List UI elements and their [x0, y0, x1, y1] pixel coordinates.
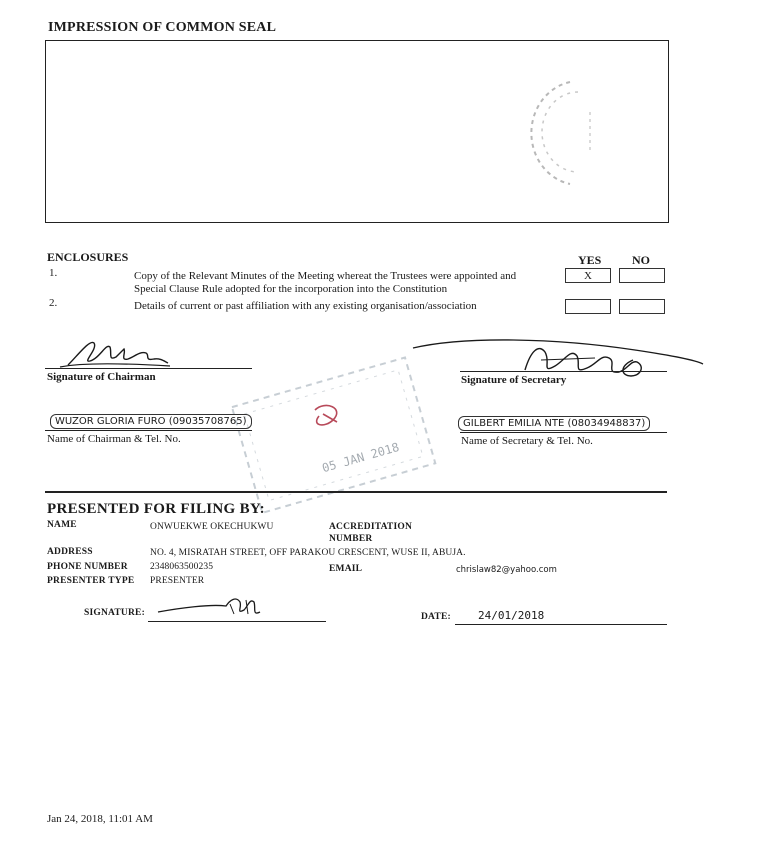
enclosure-1-no-checkbox[interactable]	[619, 268, 665, 283]
presenter-signature-label: SIGNATURE:	[84, 608, 145, 618]
email-label: EMAIL	[329, 564, 363, 574]
section-divider	[45, 491, 667, 493]
address-value: NO. 4, MISRATAH STREET, OFF PARAKOU CRESCENT, WUSE II, ABUJA.	[150, 548, 466, 558]
enclosure-2-yes-checkbox[interactable]	[565, 299, 611, 314]
chairman-name-line	[45, 430, 252, 431]
presenter-signature-scribble	[150, 592, 280, 622]
secretary-name-caption: Name of Secretary & Tel. No.	[461, 435, 593, 447]
print-timestamp: Jan 24, 2018, 11:01 AM	[47, 813, 153, 825]
enclosure-number: 2.	[49, 297, 58, 309]
seal-section-title: IMPRESSION OF COMMON SEAL	[48, 20, 277, 35]
enclosure-2-no-checkbox[interactable]	[619, 299, 665, 314]
presenter-type-value: PRESENTER	[150, 576, 205, 586]
chairman-signature-label: Signature of Chairman	[47, 371, 156, 383]
address-label: ADDRESS	[47, 547, 93, 557]
enclosure-text-line: Details of current or past affiliation with any existing organisation/association	[134, 300, 477, 312]
presenter-name-value: ONWUEKWE OKECHUKWU	[150, 522, 274, 532]
presenter-name-label: NAME	[47, 520, 77, 530]
chairman-name-caption: Name of Chairman & Tel. No.	[47, 433, 181, 445]
phone-number-value: 2348063500235	[150, 562, 214, 572]
accreditation-number-label: NUMBER	[329, 534, 373, 544]
enclosure-1-yes-checkbox[interactable]: X	[565, 268, 611, 283]
yes-column-header: YES	[578, 253, 602, 267]
faded-seal-impression	[530, 72, 610, 192]
phone-number-label: PHONE NUMBER	[47, 562, 128, 572]
chairman-signature-scribble	[50, 333, 180, 373]
accreditation-label: ACCREDITATION	[329, 522, 413, 532]
presented-for-filing-title: PRESENTED FOR FILING BY:	[47, 501, 265, 517]
chairman-name-field: WUZOR GLORIA FURO (09035708765)	[50, 414, 252, 429]
enclosure-text-line: Copy of the Relevant Minutes of the Meeting whereat the Trustees were appointed and	[134, 270, 517, 282]
enclosure-text-line: Special Clause Rule adopted for the incorporation into the Constitution	[134, 283, 448, 295]
secretary-name-line	[460, 432, 667, 433]
secretary-signature-label: Signature of Secretary	[461, 374, 567, 386]
date-line	[455, 624, 667, 625]
date-label: DATE:	[421, 612, 451, 622]
presenter-signature-line	[148, 621, 326, 622]
presenter-type-label: PRESENTER TYPE	[47, 576, 135, 586]
enclosure-number: 1.	[49, 267, 58, 279]
enclosures-title: ENCLOSURES	[47, 250, 129, 264]
stamp-date-text: 05 JAN 2018	[320, 439, 401, 476]
date-value: 24/01/2018	[478, 609, 545, 622]
secretary-signature-line	[460, 371, 667, 372]
no-column-header: NO	[632, 253, 650, 267]
chairman-signature-line	[45, 368, 252, 369]
secretary-name-field: GILBERT EMILIA NTE (08034948837)	[458, 416, 650, 431]
email-value: chrislaw82@yahoo.com	[456, 565, 557, 575]
